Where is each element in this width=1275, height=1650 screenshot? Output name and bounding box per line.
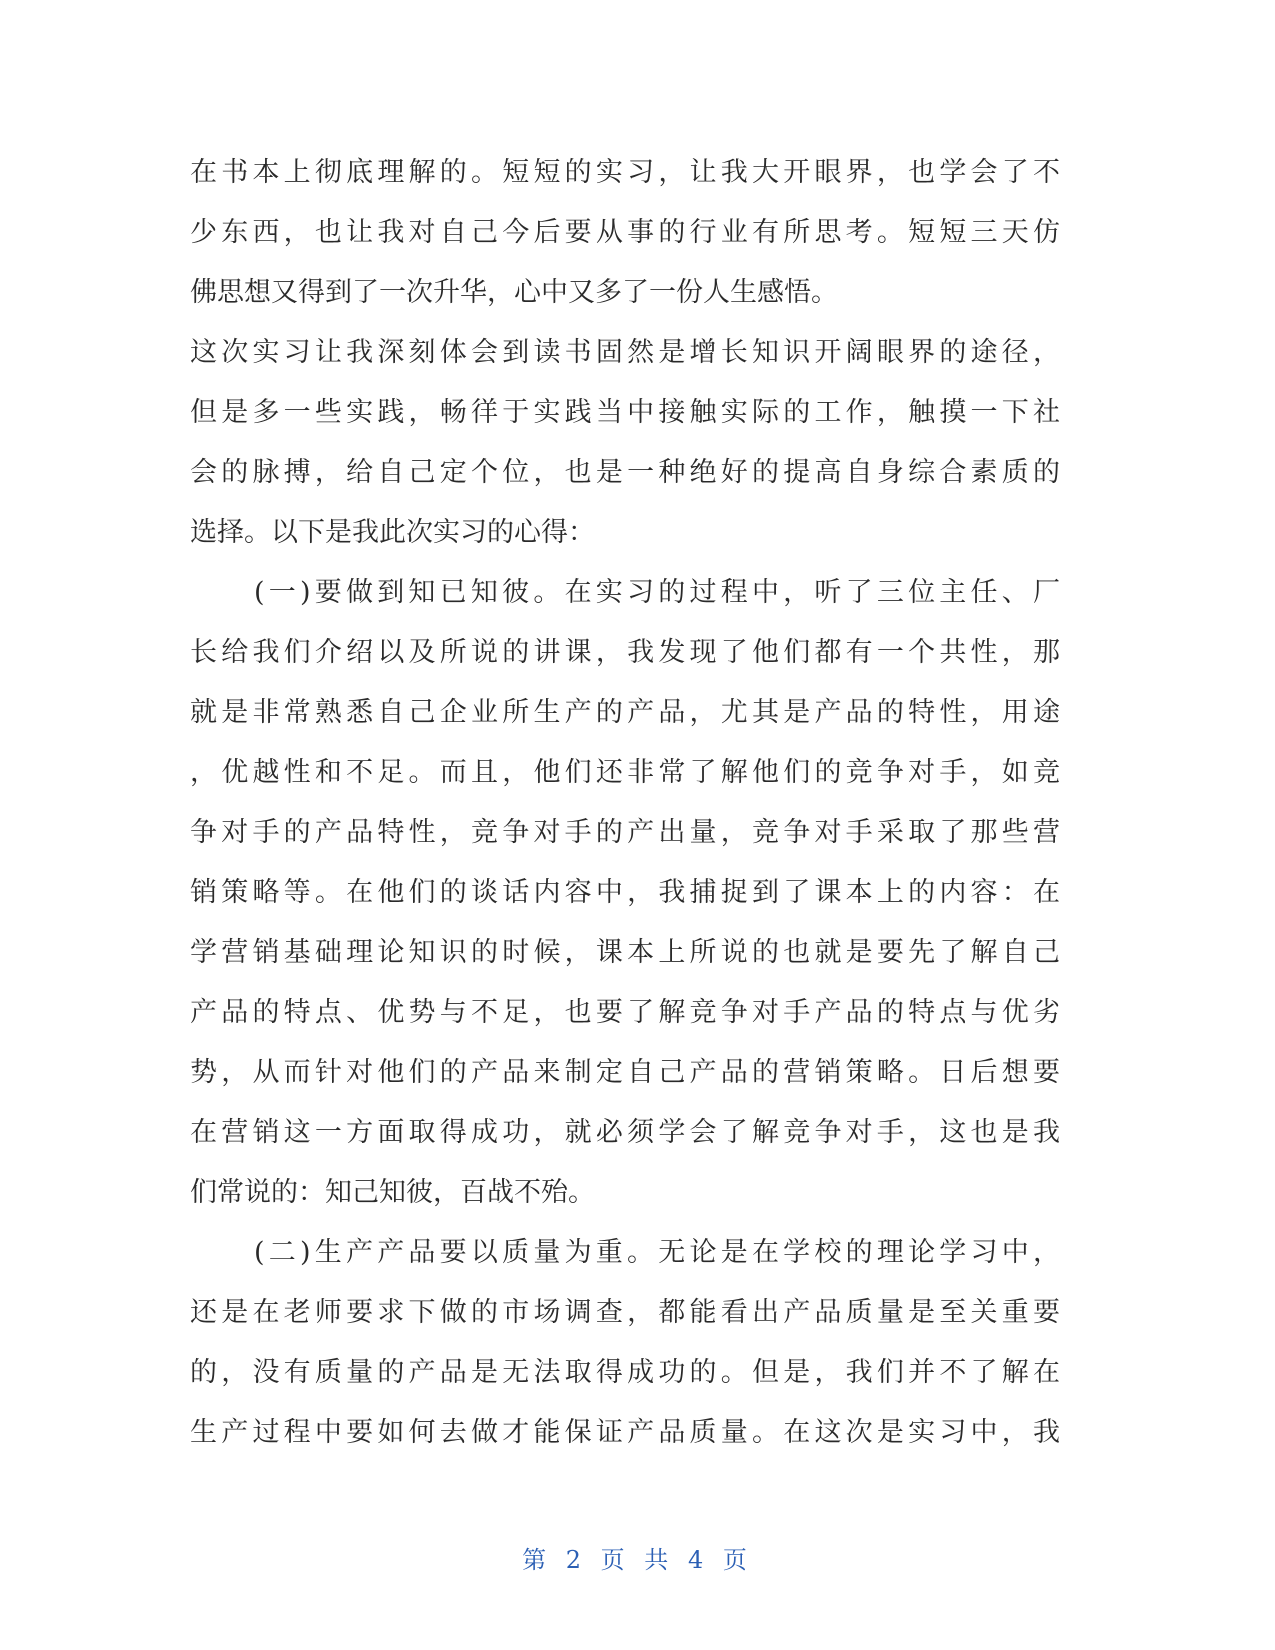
text-line: 在书本上彻底理解的。短短的实习，让我大开眼界，也学会了不	[190, 157, 1060, 188]
text-line: 争对手的产品特性，竞争对手的产出量，竞争对手采取了那些营	[190, 817, 1060, 848]
text-line: (二)生产产品要以质量为重。无论是在学校的理论学习中，	[254, 1237, 1060, 1268]
text-line: 销策略等。在他们的谈话内容中，我捕捉到了课本上的内容：在	[190, 877, 1060, 908]
text-line: 势，从而针对他们的产品来制定自己产品的营销策略。日后想要	[190, 1057, 1060, 1088]
text-line: 产品的特点、优势与不足，也要了解竞争对手产品的特点与优劣	[190, 997, 1060, 1028]
document-body	[190, 143, 1060, 1463]
text-line: 在营销这一方面取得成功，就必须学会了解竞争对手，这也是我	[190, 1117, 1060, 1148]
text-line: 但是多一些实践，畅徉于实践当中接触实际的工作，触摸一下社	[190, 397, 1060, 428]
text-line: 的，没有质量的产品是无法取得成功的。但是，我们并不了解在	[190, 1357, 1060, 1388]
text-line: 佛思想又得到了一次升华，心中又多了一份人生感悟。	[190, 277, 838, 308]
text-line: 就是非常熟悉自己企业所生产的产品，尤其是产品的特性，用途	[190, 697, 1060, 728]
text-line: 会的脉搏，给自己定个位，也是一种绝好的提高自身综合素质的	[190, 457, 1060, 488]
text-line: 这次实习让我深刻体会到读书固然是增长知识开阔眼界的途径，	[190, 337, 1060, 368]
text-line: 们常说的：知己知彼，百战不殆。	[190, 1177, 595, 1208]
page-number-footer: 第 2 页 共 4 页	[522, 1546, 753, 1574]
text-line: (一)要做到知已知彼。在实习的过程中，听了三位主任、厂	[254, 577, 1060, 608]
text-line: ，优越性和不足。而且，他们还非常了解他们的竞争对手，如竞	[190, 757, 1060, 788]
text-line: 少东西，也让我对自己今后要从事的行业有所思考。短短三天仿	[190, 217, 1060, 248]
text-line: 选择。以下是我此次实习的心得：	[190, 517, 595, 548]
text-line: 长给我们介绍以及所说的讲课，我发现了他们都有一个共性，那	[190, 637, 1060, 668]
text-line: 学营销基础理论知识的时候，课本上所说的也就是要先了解自己	[190, 937, 1060, 968]
text-line: 还是在老师要求下做的市场调查，都能看出产品质量是至关重要	[190, 1297, 1060, 1328]
text-line: 生产过程中要如何去做才能保证产品质量。在这次是实习中，我	[190, 1417, 1060, 1448]
